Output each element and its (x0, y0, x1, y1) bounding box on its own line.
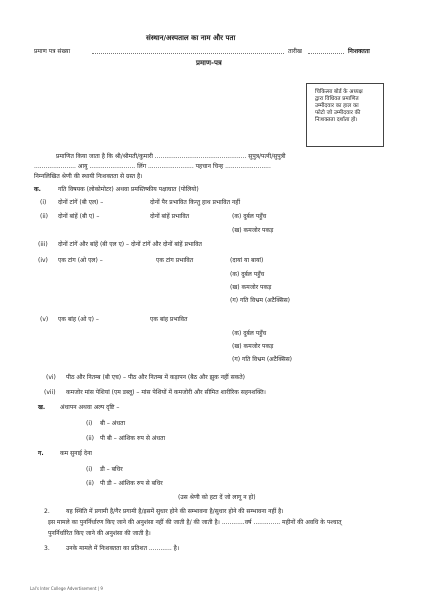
item-a-v-sub-3: (ग) गति विभ्रम (अटैक्सिस) (232, 356, 293, 363)
intro-line-1: प्रमाणित किया जाता है कि श्री/श्रीमती/कुमारी ................................................ सुपुत्र/पत्नी/सुपुत्री (56, 153, 286, 160)
item-b-i-num: (i) (86, 420, 93, 427)
intro-line-2: ...................... आयु ........................ लिंग ........................ पहचान चिन्ह ........................ (34, 163, 271, 170)
item-a-vi-num: (vi) (46, 374, 56, 381)
para2-line-3: पुनर्निर्धारित किए जाने की अनुशंसा की जाती है। (48, 530, 151, 537)
footer-text: Lal's Inter College Advertisement | 9 (30, 586, 103, 591)
item-a-iv-sub-1: (क) दुर्बल पहुँच (230, 271, 265, 278)
intro-line-3: निम्नलिखित श्रेणी की स्थायी निःशक्तता से ग्रस्त है। (34, 173, 143, 180)
item-a-v-sub-2: (ख) कमजोर पकड़ (232, 343, 274, 350)
item-a-iv-sub-2: (ख) कमजोर पकड़ (230, 284, 272, 291)
institution-title: संस्थान/अस्पताल का नाम और पता (146, 34, 236, 42)
para2-line-1: यह स्थिति में प्रगामी है/गैर प्रगामी है/इसमें सुधार होने की सम्भावना है/सुधार होने की सम्भावना नहीं है। (66, 508, 284, 515)
item-a-iv-sub-3: (ग) गति विभ्रम (अटैक्सिस) (230, 297, 291, 304)
item-a-iv-text: एक टांग (ओ एल) – (58, 257, 103, 264)
item-a-v-text: एक बांह (ओ ए) – (58, 316, 99, 323)
para3-num: 3. (44, 545, 50, 552)
item-c-ii-num: (ii) (86, 480, 95, 487)
item-c-i-text: डी – बधिर (100, 466, 123, 473)
certificate-title: प्रमाण-पत्र (196, 59, 222, 67)
disability-label: निःशक्तता (348, 48, 370, 55)
item-a-i-num: (i) (40, 199, 47, 206)
section-c-heading: कम सुनाई देना (60, 450, 92, 457)
section-a-heading: गति विषयक (लोकोमोटर) अथवा प्रमस्तिष्कीय पक्षाघात (पोलियो) (58, 186, 199, 193)
item-a-i-desc: दोनों पैर प्रभावित किन्तु हाथ प्रभावित नहीं (150, 199, 240, 206)
section-b-heading: अंधापन अथवा अल्प दृष्टि – (60, 404, 120, 411)
date-label: तारीख (288, 48, 302, 55)
item-a-v-num: (v) (40, 316, 49, 323)
item-a-v-desc: एक बांह प्रभावित (150, 316, 188, 323)
item-a-ii-sub-1: (क) दुर्बल पहुँच (232, 213, 267, 220)
item-b-ii-num: (ii) (86, 435, 95, 442)
item-a-ii-text: दोनों बांहें (बी ए) – (58, 213, 100, 220)
date-field[interactable] (308, 53, 344, 54)
photo-box-line-1: चिकित्सा बोर्ड के अध्यक्ष (315, 89, 363, 95)
photo-box[interactable] (306, 83, 384, 147)
item-a-ii-desc: दोनों बांहें प्रभावित (150, 213, 190, 220)
section-b-marker: ख. (38, 404, 46, 411)
item-a-iv-desc: एक टांग प्रभावित (156, 257, 194, 264)
cert-number-field[interactable] (92, 53, 284, 54)
item-c-i-num: (i) (86, 466, 93, 473)
item-a-iv-num: (iv) (38, 257, 48, 264)
section-c-marker: ग. (38, 450, 44, 457)
item-c-ii-text: पी डी – आंशिक रुप से बधिर (100, 480, 163, 487)
item-a-vii-num: (vii) (44, 389, 56, 396)
section-a-marker: क. (34, 186, 41, 193)
photo-box-line-2: द्वारा विधिवत प्रमाणित (315, 96, 359, 102)
item-a-iii-text: दोनों टांगें और बांहें (बी एल ए) – दोनों टांगें और दोनों बांहें प्रभावित (58, 241, 202, 248)
photo-box-line-3: उम्मीदवार का हाल का (315, 103, 359, 109)
item-b-ii-text: पी बी – आंशिक रुप से अंधता (100, 435, 166, 442)
photo-box-line-5: निःशक्तता दर्शाता हो। (315, 117, 358, 123)
item-a-vii-text: कमजोर मांस पेशियां (एम डब्लू) – मांस पेशियों में कमजोरी और सीमित शारीरिक सहनशक्ति। (66, 389, 266, 396)
item-b-i-text: बी – अंधता (100, 420, 126, 427)
item-a-vi-text: पीठ और नितम्ब (बी एच) – पीठ और नितम्ब में कड़ापन (बैठ और झुक नहीं सकते) (66, 374, 246, 381)
cert-number-label: प्रमाण पत्र संख्या (34, 48, 71, 55)
category-note: (उस श्रेणी को हटा दें जो लागू न हो) (178, 494, 256, 501)
item-a-ii-num: (ii) (40, 213, 49, 220)
item-a-ii-sub-2: (ख) कमजोर पकड़ (232, 227, 274, 234)
photo-box-line-4: फोटो जो उम्मीदवार की (315, 110, 361, 116)
item-a-iii-num: (iii) (38, 241, 48, 248)
para2-num: 2. (44, 508, 50, 515)
item-a-i-text: दोनों टांगें (बी एल) – (58, 199, 104, 206)
item-a-v-sub-1: (क) दुर्बल पहुँच (232, 330, 267, 337)
para2-line-2: इस मामले का पुनर्निर्धारण किए जाने की अनुशंसा नहीं की जाती है/ की जाती है। ............वर्ष .............. महीनों की अवधि के पश्चात् (48, 519, 342, 526)
para3-text: उनके मामले में निःशक्तता का प्रतिशत ............ है। (66, 545, 180, 552)
item-a-iv-side: (दायां या बायां) (230, 257, 264, 264)
